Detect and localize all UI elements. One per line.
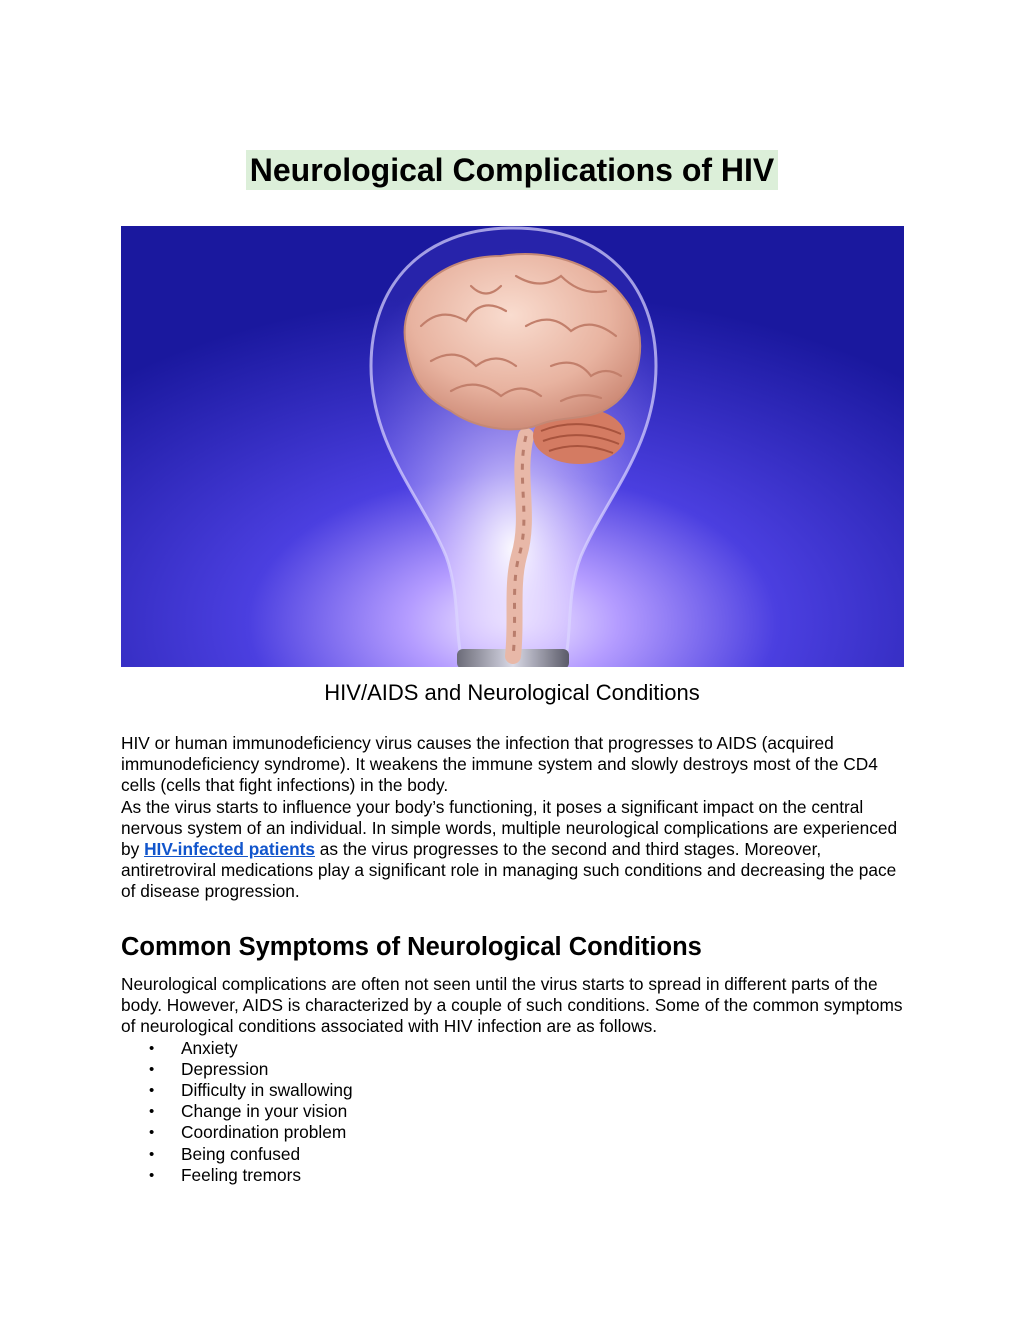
list-item-text: Difficulty in swallowing: [181, 1080, 353, 1101]
page-title-text: Neurological Complications of HIV: [246, 150, 779, 190]
bullet-icon: •: [149, 1166, 155, 1184]
bullet-icon: •: [149, 1124, 155, 1142]
symptoms-section: [121, 974, 911, 1186]
intro-paragraph-2-start: As the virus starts to influence your body’s functioning, it poses a significant impact on the central nervous system of an individual. In simple words, multiple neurological complications are experienced by: [121, 796, 898, 860]
hero-image: [121, 226, 904, 667]
bullet-icon: •: [149, 1103, 155, 1121]
list-item-text: Anxiety: [181, 1037, 238, 1058]
bullet-icon: •: [149, 1145, 155, 1163]
list-item-text: Being confused: [181, 1143, 301, 1164]
symptom-list: [121, 1038, 911, 1186]
intro-paragraph-2: [121, 797, 911, 903]
image-caption: HIV/AIDS and Neurological Conditions: [324, 680, 700, 705]
bullet-icon: •: [149, 1082, 155, 1100]
intro-paragraph-2-end: as the virus progresses to the second and third stages. Moreover, antiretroviral medications play a significant role in managing such conditions and decreasing the pace of disease progression.: [121, 839, 897, 902]
list-item: [121, 1101, 911, 1122]
list-item: [121, 1080, 911, 1101]
bullet-icon: •: [149, 1039, 155, 1057]
list-item: [121, 1165, 911, 1186]
symptoms-paragraph: Neurological complications are often not seen until the virus starts to spread in different parts of the body. However, AIDS is characterized by a couple of such conditions. Some of the common symptoms of neurological conditions associated with HIV infection are as follows.: [121, 974, 903, 1037]
list-item: [121, 1038, 911, 1059]
list-item-text: Feeling tremors: [181, 1164, 302, 1185]
intro-section: [121, 733, 911, 903]
list-item: [121, 1122, 911, 1143]
hiv-infected-patients-link[interactable]: HIV-infected patients: [144, 839, 315, 860]
list-item: [121, 1059, 911, 1080]
list-item-text: Depression: [181, 1058, 269, 1079]
bullet-icon: •: [149, 1060, 155, 1078]
intro-paragraph-1: HIV or human immunodeficiency virus causes the infection that progresses to AIDS (acquired immunodeficiency syndrome). It weakens the immune system and slowly destroys most of the CD4 cells (cells that fight infections) in the body.: [121, 733, 878, 796]
list-item-text: Change in your vision: [181, 1101, 348, 1122]
section-heading: Common Symptoms of Neurological Conditions: [121, 933, 702, 961]
list-item: [121, 1144, 911, 1165]
page-title: [0, 150, 1024, 190]
list-item-text: Coordination problem: [181, 1122, 347, 1143]
brain-in-lightbulb-image: [121, 226, 904, 667]
